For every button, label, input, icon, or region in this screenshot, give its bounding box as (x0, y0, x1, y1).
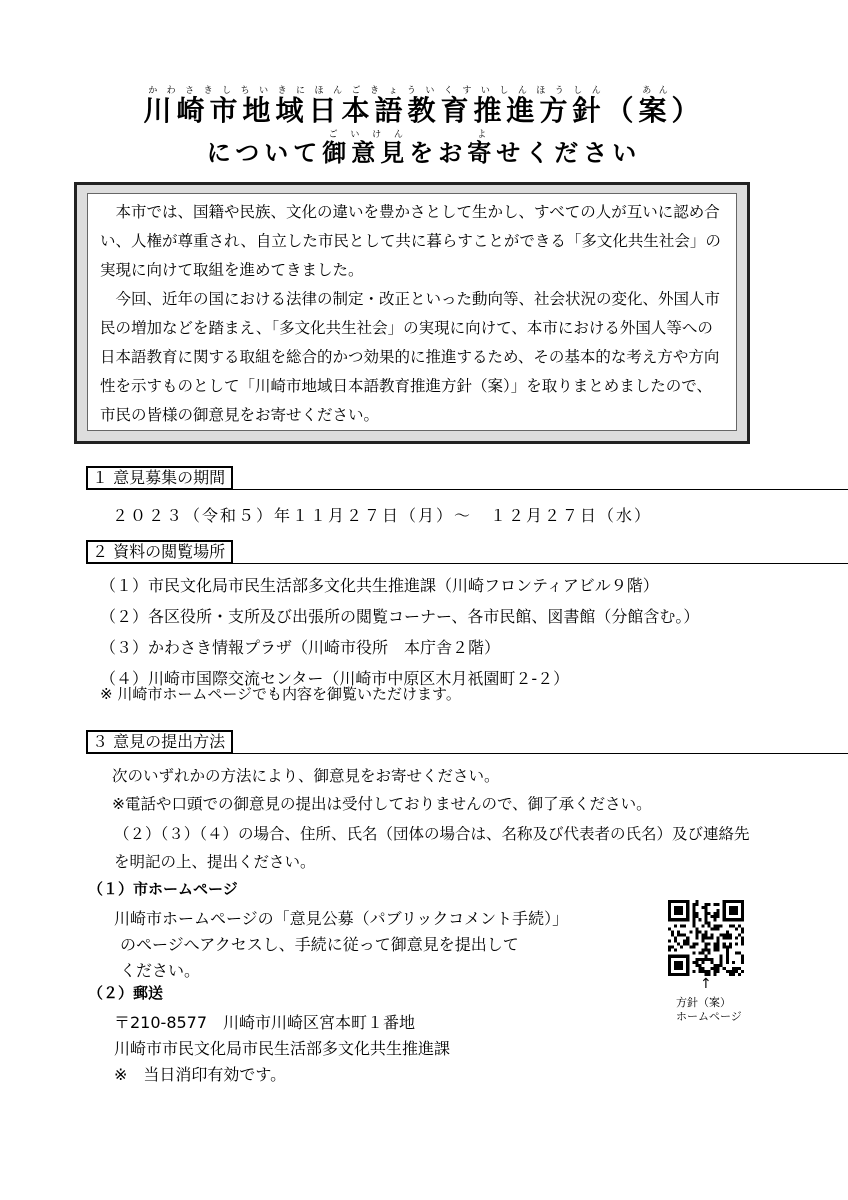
location-list (100, 570, 699, 694)
mail-address: 〒210-8577 川崎市川崎区宮本町１番地 (114, 1013, 416, 1032)
web-line-2: のページへアクセスし、手続に従って御意見を提出して (120, 935, 519, 954)
mail-method-text (114, 1010, 450, 1088)
qr-caption-line-1: 方針（案） (676, 996, 731, 1009)
mail-method-heading: （２）郵送 (88, 984, 164, 1002)
web-method-text (114, 906, 614, 984)
list-item: （３）かわさき情報プラザ（川崎市役所 本庁舎２階） (100, 638, 501, 657)
list-item: （１）市民文化局市民生活部多文化共生推進課（川崎フロンティアビル９階） (100, 576, 659, 595)
list-item: （２）各区役所・支所及び出張所の閲覧コーナー、各市民館、図書館（分館含む。） (100, 607, 700, 626)
section-heading-submission: ３ 意見の提出方法 (86, 730, 233, 754)
submission-requirements: （２）（３）（４）の場合、住所、氏名（団体の場合は、名称及び代表者の氏名）及び連絡先を明記の上、提出ください。 (114, 825, 750, 871)
location-note: ※ 川崎市ホームページでも内容を御覧いただけます。 (100, 685, 461, 703)
qr-code-icon[interactable] (668, 900, 744, 976)
page-subtitle: について御意見ごいけんをお寄よせください (206, 130, 642, 167)
mail-recipient: 川崎市市民文化局市民生活部多文化共生推進課 (114, 1039, 451, 1058)
qr-caption-line-2: ホームページ (676, 1010, 742, 1023)
page-title: 川崎市地域日本語教育推進方針かわさきしちいきにほんごきょういくすいしんほうしん（案あん） (143, 86, 705, 127)
up-arrow-icon: ↑ (700, 976, 712, 992)
submission-note: ※電話や口頭での御意見の提出は受付しておりませんので、御了承ください。 (112, 795, 652, 813)
web-method-heading: （１）市ホームページ (88, 880, 238, 898)
web-line-1: 川崎市ホームページの「意見公募（パブリックコメント手続）」 (114, 909, 569, 928)
period-text: ２０２３（令和５）年１１月２７日（月）～ １２月２７日（水） (112, 506, 653, 525)
intro-paragraph-1: 本市では、国籍や民族、文化の違いを豊かさとして生かし、すべての人が互いに認め合い、人権が尊重され、自立した市民として共に暮らすことができる「多文化共生社会」の実現に向けて取組を進めてきました。 (100, 203, 721, 279)
section-heading-locations: ２ 資料の閲覧場所 (86, 540, 233, 564)
mail-postmark-note: ※ 当日消印有効です。 (114, 1065, 287, 1084)
submission-intro: 次のいずれかの方法により、御意見をお寄せください。 (112, 767, 500, 785)
section-heading-period: １ 意見募集の期間 (86, 466, 233, 490)
web-line-3: ください。 (120, 961, 201, 980)
list-item: （４）川崎市国際交流センター（川崎市中原区木月祇園町２-２） (100, 669, 570, 688)
qr-caption (676, 996, 742, 1024)
intro-paragraph-2: 今回、近年の国における法律の制定・改正といった動向等、社会状況の変化、外国人市民の増加などを踏まえ、「多文化共生社会」の実現に向けて、本市における外国人等への日本語教育に関する取組を総合的かつ効果的に推進するため、その基本的な考え方や方向性を示すものとして「川崎市地域日本語教育推進方針（案）」を取りまとめましたので、市民の皆様の御意見をお寄せください。 (100, 290, 721, 424)
intro-box (74, 182, 750, 444)
intro-text-area (87, 193, 737, 431)
